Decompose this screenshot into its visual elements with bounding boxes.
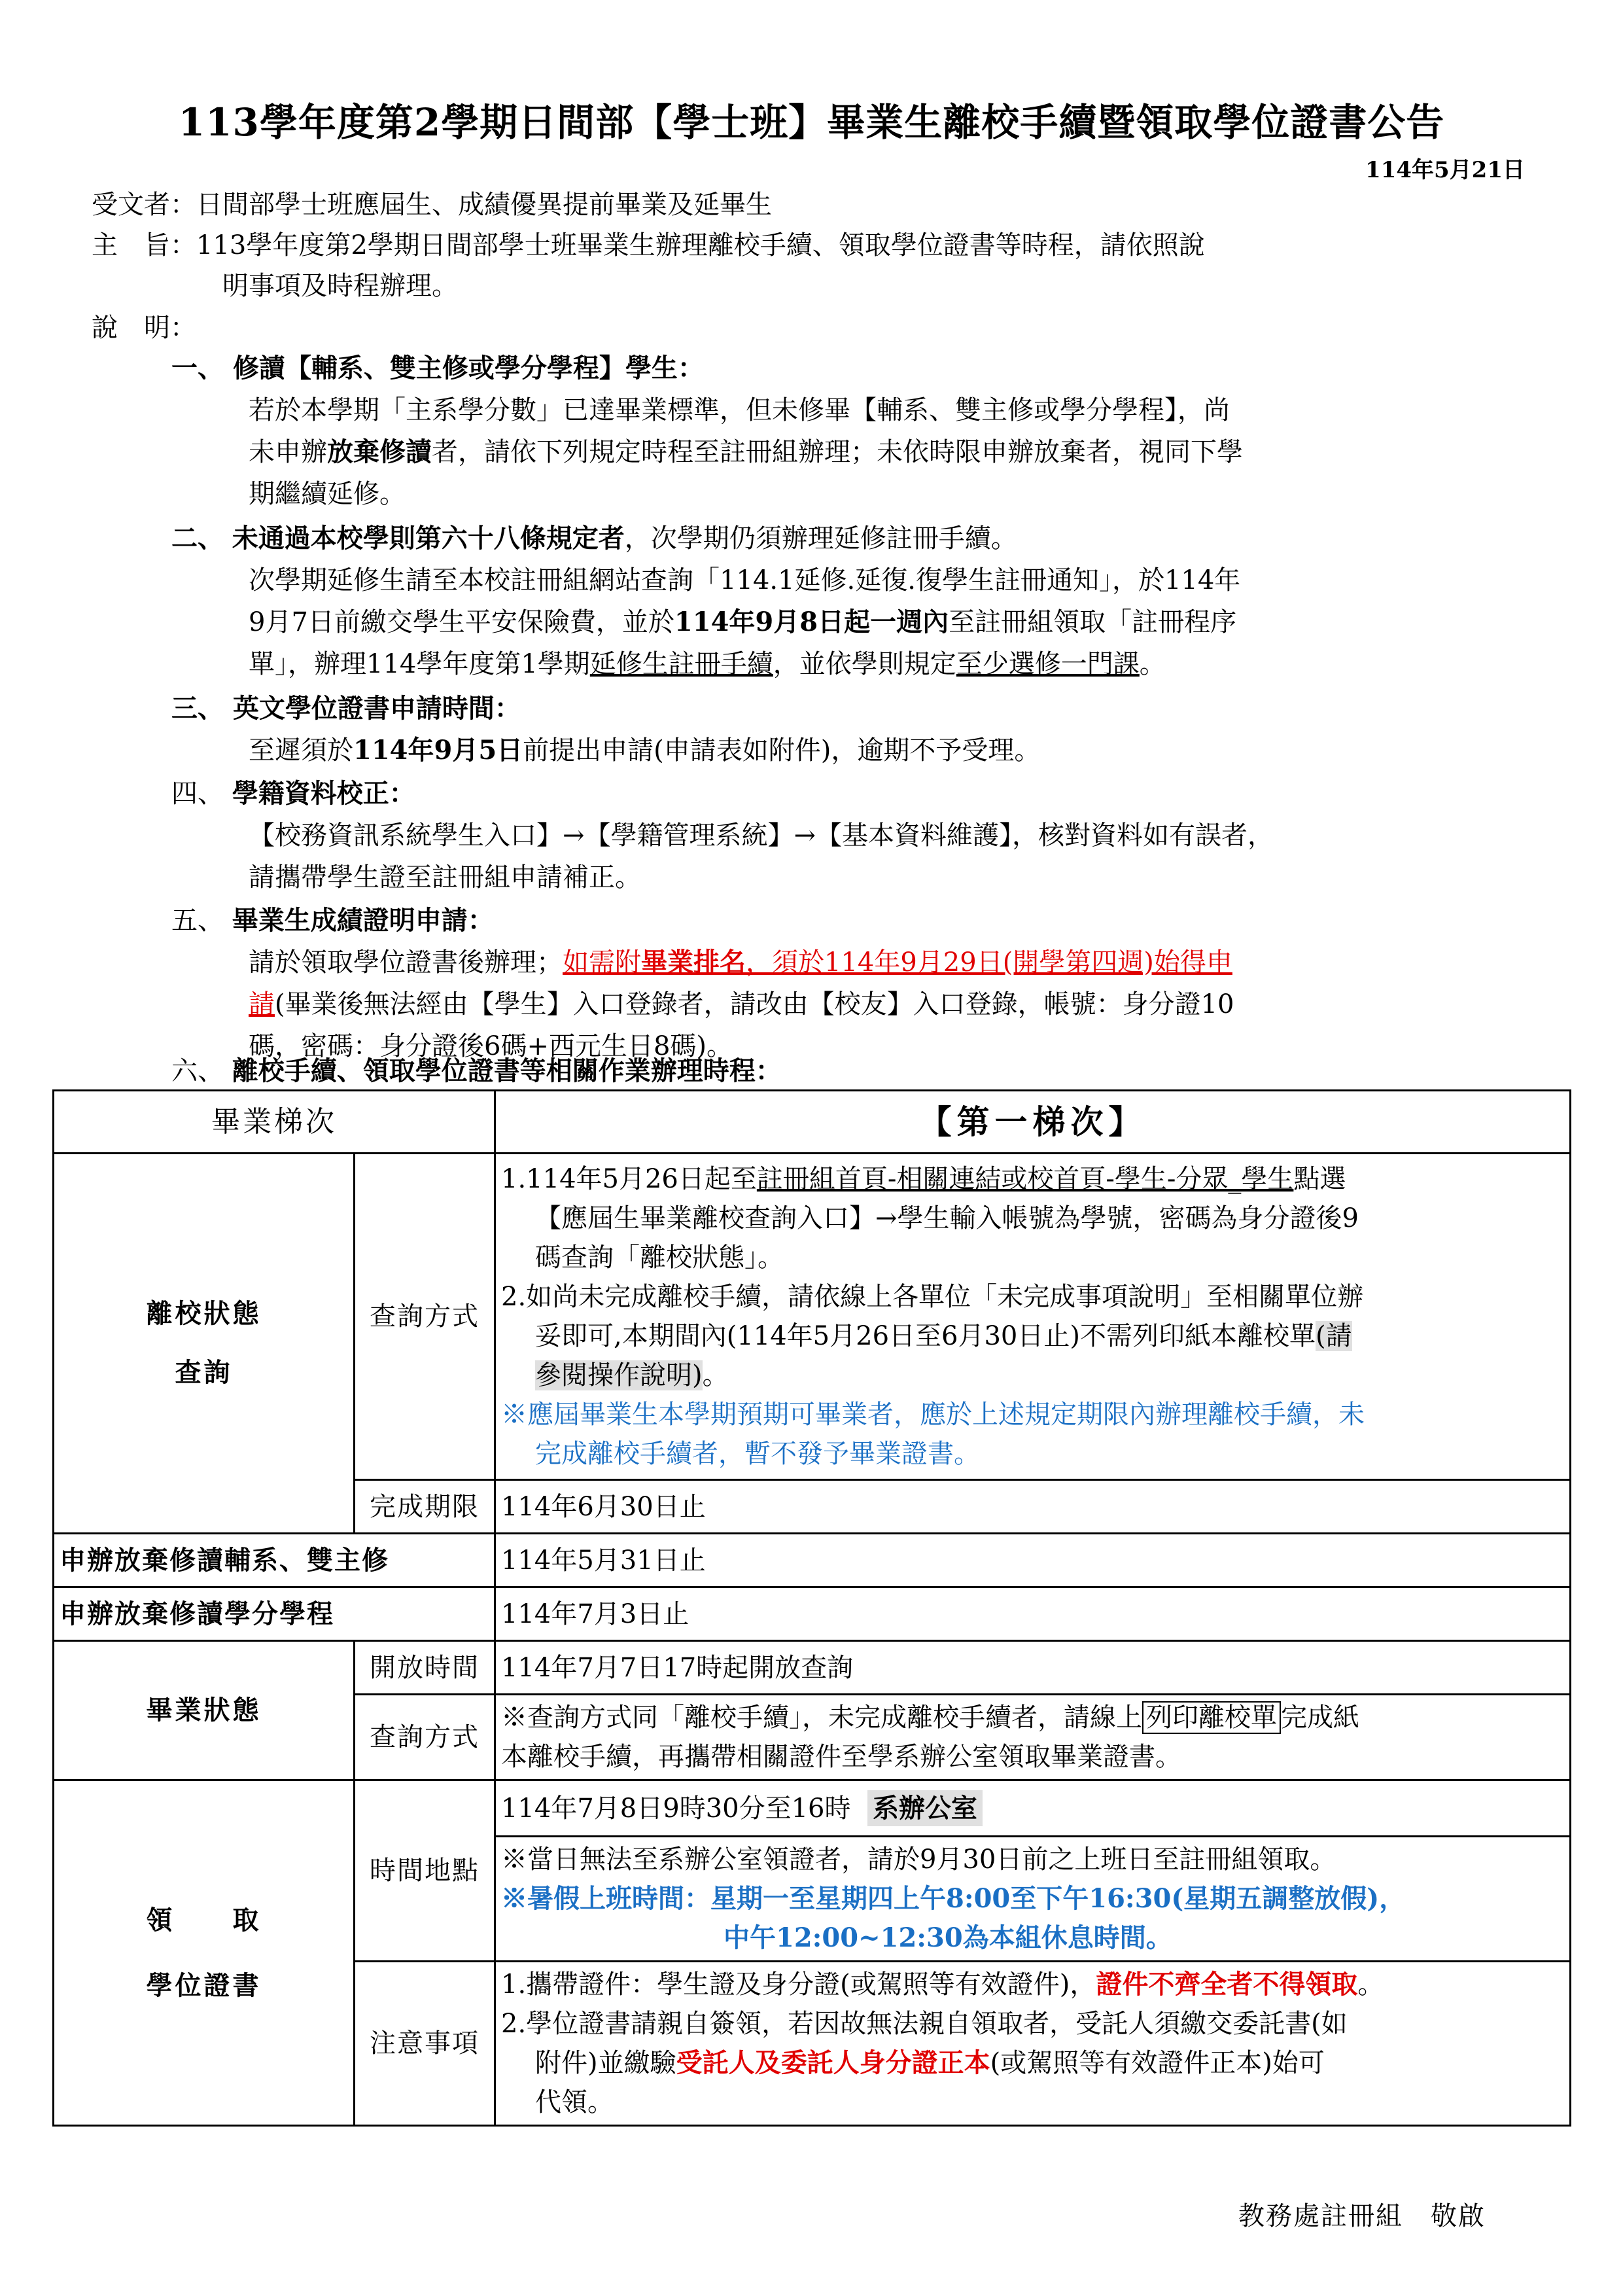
item2-heading [171,518,1017,559]
item2-text3b: ，並依學則規定 [773,649,956,679]
item3-line1 [249,730,1040,771]
grad-open-label: 開放時間 [355,1641,495,1695]
leave-method-note: ※應屆畢業生本學期預期可畢業者，應於上述規定期限內辦理離校手續，未 [501,1400,1365,1430]
p2-text: 妥即可,本期間內(114年5月26日至6月30日止)不需列印紙本離校單 [535,1321,1316,1351]
item2-line3 [249,644,1166,684]
item5-line1 [249,942,1232,983]
grad-status-label: 畢業狀態 [54,1641,355,1780]
quit-program-label: 申辦放棄修讀學分學程 [54,1587,495,1641]
item5-text: 請於領取學位證書後辦理； [249,947,563,978]
notice-1-text: 1.攜帶證件：學生證及身分證(或駕照等有效證件)， [501,1969,1096,2000]
notice-1-red: 證件不齊全者不得領取 [1096,1969,1358,2000]
item1-text: 未申辦 [249,437,327,467]
notice-2-l3: 代領。 [535,2087,614,2117]
item5-red-tail: 請 [249,989,275,1019]
item2-text3c: 。 [1139,649,1166,679]
item2-title-tail: ，次學期仍須辦理延修註冊手續。 [624,523,1017,554]
item3-heading [171,688,521,729]
notice-2-text: 附件)並繳驗 [535,2048,676,2078]
grad-method-label: 查詢方式 [355,1695,495,1780]
leave-method-p1-l2: 【應屆生畢業離校查詢入口】→學生輸入帳號為學號，密碼為身分證後9 [535,1203,1359,1233]
item6-title: 離校手續、領取學位證書等相關作業辦理時程： [232,1055,782,1086]
registration-link-path[interactable]: 註冊組首頁-相關連結或校首頁-學生-分眾_學生 [756,1164,1294,1194]
deadline-label: 完成期限 [355,1480,495,1534]
leave-method-p2: 2.如尚未完成離校手續，請依線上各單位「未完成事項說明」至相關單位辦 [501,1282,1364,1312]
quit-minor-label: 申辦放棄修讀輔系、雙主修 [54,1534,495,1587]
time-place-label: 時間地點 [355,1780,495,1962]
subject-label: 主 旨： [92,230,196,260]
diploma-label-l1: 領 取 [146,1904,262,1935]
subject-line [92,225,1205,266]
item5-heading [171,900,494,941]
recipient-line [92,185,772,225]
item2-text: 9月7日前繳交學生平安保險費，並於 [249,607,674,637]
item5-red-prefix: 如需附 [563,947,641,978]
summer-hours-l2: 中午12:00~12:30為本組休息時間。 [724,1922,1172,1953]
p1-text-tail: 點選 [1293,1164,1346,1194]
department-office: 系辦公室 [867,1790,983,1826]
operation-guide-highlight: (請 [1315,1321,1352,1351]
diploma-time: 114年7月8日9時30分至16時 [501,1793,851,1824]
leave-status-label-l1: 離校狀態 [146,1298,262,1329]
item4-num: 四、 [171,779,224,809]
grad-method-l2: 本離校手續，再攜帶相關證件至學系辦公室領取畢業證書。 [501,1742,1181,1772]
notice-2-tail: (或駕照等有效證件正本)始可 [990,2048,1325,2078]
announcement-date: 114年5月21日 [1365,157,1525,183]
item2-text3: 單」，辦理114學年度第1學期 [249,649,590,679]
leave-method-p1-l3: 碼查詢「離校狀態」。 [535,1243,784,1273]
item2-register-underline: 延修生註冊手續 [589,649,773,679]
item2-course-underline: 至少選修一門課 [956,649,1140,679]
operation-guide-highlight-2: 參閱操作說明) [535,1360,703,1390]
quit-program-deadline: 114年7月3日止 [495,1587,1571,1641]
item1-quit-emphasis: 放棄修讀 [327,436,432,467]
item3-text-tail: 前提出申請(申請表如附件)，逾期不予受理。 [523,735,1041,766]
item1-line1: 若於本學期「主系學分數」已達畢業標準，但未修畢【輔系、雙主修或學分學程】，尚 [249,395,1230,425]
item1-heading [171,348,704,389]
summer-hours-l1: ※暑假上班時間：星期一至星期四上午8:00至下午16:30(星期五調整放假)， [501,1883,1406,1914]
explain-label: 說 明： [92,313,196,343]
subject-line1: 113學年度第2學期日間部學士班畢業生辦理離校手續、領取學位證書等時程，請依照說 [196,230,1205,260]
item3-text: 至遲須於 [249,735,353,766]
item5-login-text: (畢業後無法經由【學生】入口登錄者，請改由【校友】入口登錄，帳號：身分證10 [275,989,1234,1019]
item1-line3: 期繼續延修。 [249,479,406,509]
header-batch-label: 畢業梯次 [54,1091,495,1154]
leave-method-content [495,1154,1571,1480]
leave-method-note-l2: 完成離校手續者，暫不發予畢業證書。 [535,1439,980,1469]
notice-2-red: 受託人及委託人身分證正本 [676,2047,990,2078]
item2-line1: 次學期延修生請至本校註冊組網站查詢「114.1延修.延復.復學生註冊通知」，於114年 [249,565,1241,595]
item1-text-tail: 者，請依下列規定時程至註冊組辦理；未依時限申辦放棄者，視同下學 [432,437,1243,467]
leave-method-p1 [501,1159,1564,1199]
header-first-batch: 【第一梯次】 [495,1091,1571,1154]
table-row-grad-open [54,1641,1571,1695]
leave-method-label: 查詢方式 [355,1154,495,1480]
item3-title: 英文學位證書申請時間： [232,693,521,724]
diploma-tp-note: ※當日無法至系辦公室領證者，請於9月30日前之上班日至註冊組領取。 [501,1845,1336,1875]
notice-2-l2 [501,2043,1564,2083]
notice-label: 注意事項 [355,1962,495,2126]
item5-line2 [249,984,1234,1025]
footer-signature: 教務處註冊組 敬啟 [1238,2201,1486,2231]
table-row-leave-status [54,1154,1571,1480]
notice-content [495,1962,1571,2126]
grad-method-content [495,1695,1571,1780]
table-header-row [54,1091,1571,1154]
item3-num: 三、 [171,693,224,724]
item5-red-text: ，須於114年9月29日(開學第四週)始得申 [746,947,1232,978]
deadline-value: 114年6月30日止 [495,1480,1571,1534]
item5-rank-emphasis: 畢業排名 [641,947,746,978]
item6-num: 六、 [171,1056,224,1086]
table-row-diploma-time [54,1780,1571,1837]
notice-2: 2.學位證書請親自簽領，若因故無法親自領取者，受託人須繳交委託書(如 [501,2009,1348,2039]
leave-status-label-l2: 查詢 [175,1357,233,1388]
item2-date-emphasis: 114年9月8日起一週內 [674,607,949,637]
quit-minor-deadline: 114年5月31日止 [495,1534,1571,1587]
page-title: 113學年度第2學期日間部【學士班】畢業生離校手續暨領取學位證書公告 [178,100,1445,145]
leave-status-label [54,1154,355,1534]
recipient-value: 日間部學士班應屆生、成績優異提前畢業及延畢生 [196,190,772,220]
diploma-label-l2: 學位證書 [146,1969,262,2001]
subject-line2: 明事項及時程辦理。 [222,271,458,301]
item1-line2 [249,432,1243,472]
grad-open-value: 114年7月7日17時起開放查詢 [495,1641,1571,1695]
item2-text-tail: 至註冊組領取「註冊程序 [949,607,1237,637]
item5-num: 五、 [171,906,224,936]
leave-method-p2-l2 [501,1316,1564,1356]
print-leave-form-box: 列印離校單 [1142,1701,1281,1734]
schedule-table [52,1089,1571,2127]
grad-method-l1 [501,1698,1564,1737]
recipient-label: 受文者： [92,190,196,220]
notice-1-end: 。 [1357,1969,1384,2000]
diploma-label [54,1780,355,2126]
item4-title: 學籍資料校正： [232,778,415,809]
item5-line3: 碼，密碼：身分證後6碼+西元生日8碼)。 [249,1031,733,1061]
grad-method-text-tail: 完成紙 [1281,1703,1359,1733]
p1-text: 1.114年5月26日起至 [501,1164,757,1194]
table-row-quit-program [54,1587,1571,1641]
item2-line2 [249,602,1236,643]
diploma-note-content [495,1837,1571,1962]
diploma-time-value [495,1780,1571,1837]
grad-method-text: ※查詢方式同「離校手續」，未完成離校手續者，請線上 [501,1703,1142,1733]
item1-title: 修讀【輔系、雙主修或學分學程】學生： [232,353,704,383]
leave-method-p2-l3 [501,1356,1564,1395]
item2-title: 未通過本校學則第六十八條規定者 [232,523,625,554]
item2-num: 二、 [171,523,224,554]
item4-line2: 請攜帶學生證至註冊組申請補正。 [249,862,641,892]
item1-num: 一、 [171,353,224,383]
item4-line1: 【校務資訊系統學生入口】→【學籍管理系統】→【基本資料維護】，核對資料如有誤者， [249,821,1274,851]
item5-title: 畢業生成績證明申請： [232,905,494,936]
item3-date-emphasis: 114年9月5日 [353,735,523,766]
notice-1 [501,1965,1564,2004]
item4-heading [171,773,415,814]
p2-text-end: 。 [702,1360,729,1390]
table-row-quit-minor [54,1534,1571,1587]
item6-heading [171,1051,782,1091]
